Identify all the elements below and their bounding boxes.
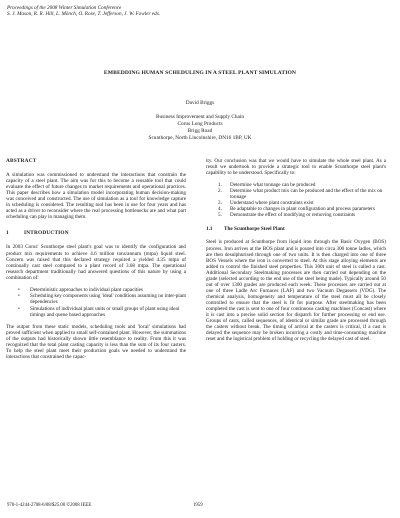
intro-heading	[6, 230, 186, 236]
list-item: 2. Determine what product mix can be produced and the effect of the mix on tonnage	[218, 188, 383, 201]
subsection-heading	[206, 226, 386, 232]
abstract-text: A simulation was commissioned to understand the interactions that constrain the capacity of a steel plant. The aim was for this to become a reusable tool that could evaluate the effect of future changes to market requirements and operational practices. This paper describes how a simulation model incorporating human decision-making was conceived and constructed. The use of simulation as a tool for knowledge capture in scheduling is considered. The resulting tool has been in use for four years and has acted as a driver to reconsider where the real processing bottlenecks are and what part scheduling can play in managing them.	[6, 172, 186, 221]
author-name: David Briggs	[185, 100, 215, 106]
running-head-line-2: S. J. Mason, R. R. Hill, L. Mönch, O. Rose, T. Jefferson, J. W. Fowler eds.	[7, 11, 161, 18]
intro-paragraph-1: In 2003 Corus' Scunthorpe steel plant's goal was to identify the configuration and product mix requirements to achieve 4.6 million tons/annum (mtpa) liquid steel. Concern was raised that this declared strategy required a yielded 4.35 mtpa of continually cast steel compared to a plant record of 3.68 mtpa. The operational research department traditionally had answered questions of this nature by using a combination of:	[6, 244, 186, 281]
intro-paragraph-3: ity. Our conclusion was that we would have to simulate the whole steel plant. As a result we undertook to provide a strategic tool to enable Scunthorpe steel plant's capability to be understood. Specifically to:	[206, 158, 386, 177]
intro-paragraph-2: The output from these static models, scheduling tools and 'local' simulations had proved sufficient when applied to small self-contained plant. However, the summations of the outputs had historically shown little resemblance to reality. From this it was recognized that the total plant casting capacity is less than the sum of its four casters. To help the steel plant meet their production goals we needed to understand the interactions that constrained the capac-	[6, 323, 186, 361]
affiliation-line-4: Scunthorpe, North Lincolnshire, DN16 1BP, UK	[148, 134, 252, 141]
list-item: • Deterministic approaches to individual plant capacities	[18, 286, 143, 293]
subsection-title: The Scunthorpe Steel Plant	[224, 226, 285, 233]
affiliation-line-1: Business Improvement and Supply Chain	[156, 113, 244, 120]
running-head-line-1: Proceedings of the 2008 Winter Simulation Conference	[7, 5, 122, 11]
right-column	[206, 158, 386, 348]
footer-isbn: 978-1-4244-2708-6/08/$25.00 ©2008 IEEE	[7, 503, 92, 508]
author-block	[0, 100, 400, 141]
page-number: 1959	[193, 503, 203, 508]
list-item: 5. Demonstrate the effect of modifying or removing constraints	[218, 212, 356, 219]
affiliation-line-3: Brigg Road	[187, 127, 213, 134]
list-item: 3. Understand where plant constraints exist	[218, 200, 314, 207]
intro-bullet-list	[18, 287, 186, 318]
intro-section-title: INTRODUCTION	[24, 230, 69, 237]
bullet-icon: •	[18, 293, 20, 300]
subsection-text: Steel is produced at Scunthorpe from liquid iron through the Basic Oxygen (BOS) process. Iron arrives at the BOS plant and is poured into circa 300 tonne ladles, which are then desulphurised through one of two units. It is then charged into one of three BOS Vessels where the iron is converted to steel. At this stage alloying elements are added to control the finished steel properties. This 300t unit of steel is called a cast. Additional Secondary Steelmaking processes are then carried out depending on the grade (selected according to the end use of the steel being made). Typically around 50 out of over 1300 grades are produced each week. These processes are carried out at one of three Ladle Arc Furnaces (LAF) and two Vacuum Degassers (VDG). The chemical analysis, homogeneity and temperature of the steel must all be closely controlled to ensure that the steel is fit for purpose. After steelmaking has been completed the cast is sent to one of four continuous casting machines (Concast) where it is cast into a precise solid section for dispatch for further processing or end use. Groups of casts, called sequences, of identical or similar grade are processed through the casters without break. The timing of arrival at the casters is critical, if a cast is delayed the sequence may be broken incurring a costly and time-consuming machine reset and the logistical problem of holding or recycling the delayed cast of steel.	[206, 239, 386, 343]
paper-title: EMBEDDING HUMAN SCHEDULING IN A STEEL PLANT SIMULATION	[103, 70, 297, 76]
list-item: 1. Determine what tonnage can be produced	[218, 182, 316, 189]
bullet-icon: •	[18, 286, 20, 293]
affiliation-line-2: Corus Long Products	[177, 120, 223, 127]
subsection-number: 1.1	[206, 226, 213, 233]
running-head	[7, 5, 160, 18]
list-item: • Simulations of individual plant units or small groups of plant using ideal timings and queue based approaches	[18, 305, 180, 318]
list-item: • Scheduling key components using 'ideal' conditions assuming no inter-plant dependencies	[18, 293, 186, 306]
left-column	[6, 158, 186, 366]
objectives-list	[218, 182, 386, 218]
intro-section-number: 1	[6, 230, 9, 237]
list-item: 4. Be adaptable to changes in plant configuration and process parameters	[218, 206, 375, 213]
bullet-icon: •	[18, 305, 20, 312]
abstract-heading: ABSTRACT	[6, 158, 37, 164]
